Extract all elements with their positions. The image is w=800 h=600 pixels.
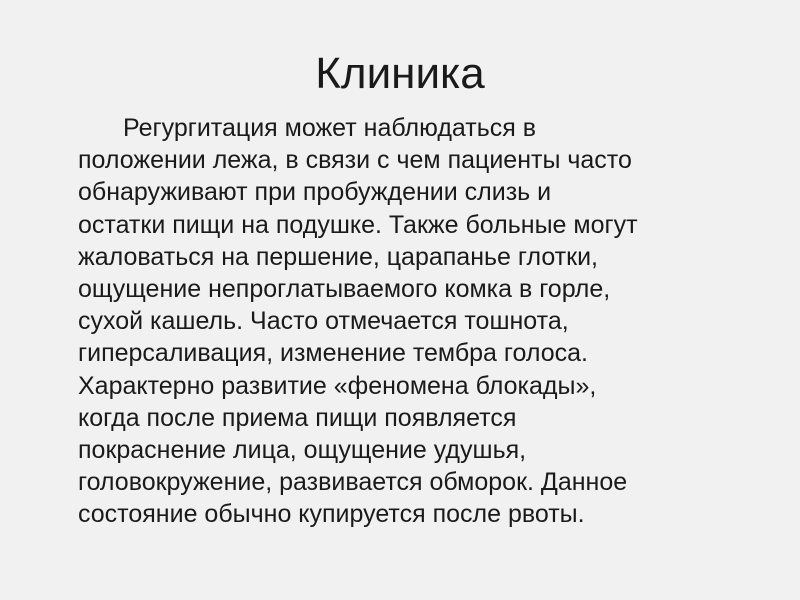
slide-title: Клиника	[315, 49, 485, 98]
body-line-2: положении лежа, в связи с чем пациенты часто	[78, 146, 632, 175]
body-line-6: ощущение непроглатываемого комка в горле,	[78, 275, 611, 304]
body-line-5: жаловаться на першение, царапанье глотки,	[78, 242, 598, 271]
body-line-8: гиперсаливация, изменение тембра голоса.	[78, 339, 588, 368]
body-line-9: Характерно развитие «феномена блокады»,	[78, 371, 597, 400]
slide-body-paragraph	[78, 112, 748, 531]
body-line-11: покраснение лица, ощущение удушья,	[78, 436, 527, 465]
body-line-1: Регургитация может наблюдаться в	[123, 114, 537, 142]
body-line-3: обнаруживают при пробуждении слизь и	[78, 178, 552, 207]
body-line-13: состояние обычно купируется после рвоты.	[78, 500, 585, 529]
body-line-7: сухой кашель. Часто отмечается тошнота,	[78, 307, 569, 336]
body-line-10: когда после приема пищи появляется	[78, 403, 517, 432]
body-line-12: головокружение, развивается обморок. Данное	[78, 468, 628, 497]
body-line-4: остатки пищи на подушке. Также больные могут	[78, 210, 638, 239]
